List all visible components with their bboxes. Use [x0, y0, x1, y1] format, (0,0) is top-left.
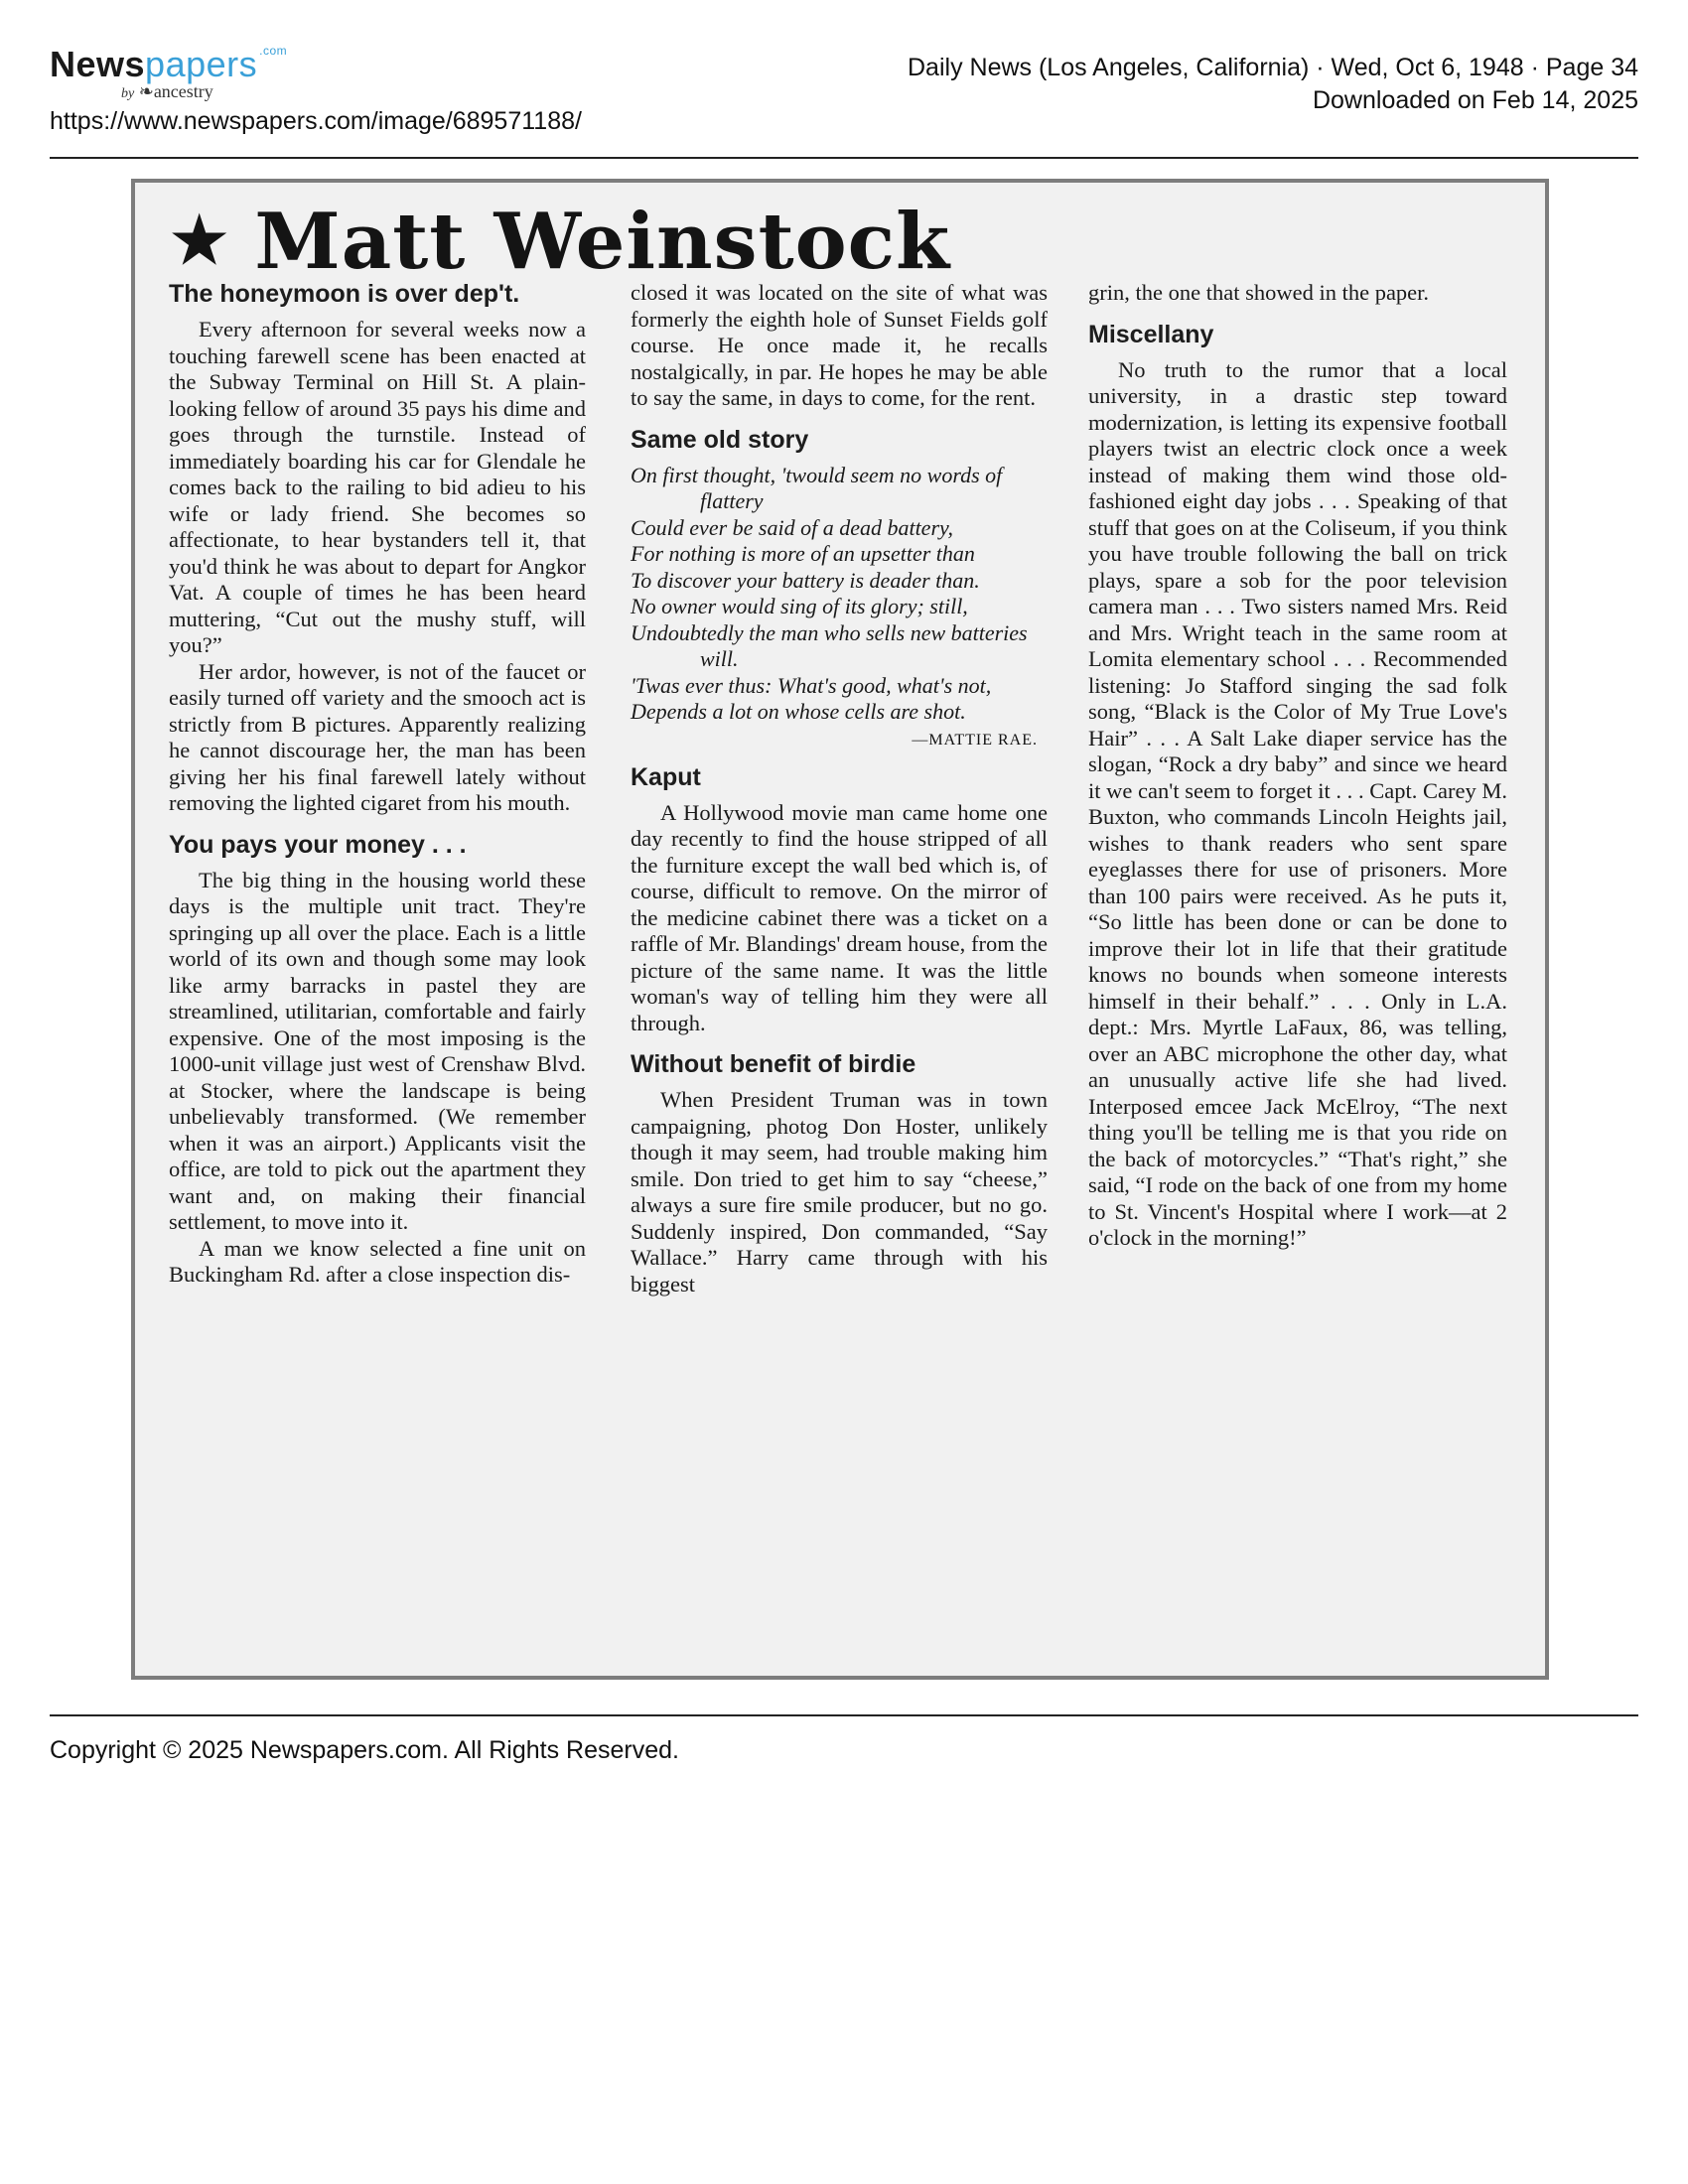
logo-wordmark: Newspapers $^{.com}$	[50, 44, 288, 84]
headline-text: Matt Weinstock	[254, 197, 951, 287]
paragraph: The big thing in the housing world these days is the multiple unit tract. They're springing up all over the place. Each is a little world of its own and though some may look like army barracks in pastel they are streamlined, utilitarian, comfortable and fairly expensive. One of the most imposing is the 1000-unit village just west of Crenshaw Blvd. at Stocker, where the landscape is being unbelievably transformed. (We remember when it was an airport.) Applicants visit the office, are told to pick out the apartment they want and, on making their financial settlement, to move into it.	[169, 867, 586, 1234]
ancestry-leaf-icon: ❧	[138, 81, 154, 101]
paragraph: A man we know selected a fine unit on Buckingham Rd. after a close inspection dis-	[169, 1235, 586, 1287]
subhead-without-benefit: Without benefit of birdie	[631, 1050, 916, 1078]
column-2	[631, 280, 1048, 1297]
paragraph: closed it was located on the site of what was formerly the eighth hole of Sunset Fields golf course. He once made it, he recalls nostalgically, in par. He hopes he may be able to say the same, in days to come, for the rent.	[631, 280, 1048, 410]
source-url[interactable]: https://www.newspapers.com/image/689571188/	[50, 107, 582, 135]
newspapers-logo[interactable]	[50, 44, 287, 102]
poem-line: On first thought, 'twould seem no words of flattery	[631, 462, 1003, 513]
column-headline	[171, 197, 950, 287]
download-date: Downloaded on Feb 14, 2025	[1312, 86, 1638, 114]
poem	[631, 463, 1048, 750]
paragraph: No truth to the rumor that a local university, in a drastic step toward modernization, is letting its expensive football players twist an electric clock once a week instead of making them wind those old-fashioned eight day jobs . . . Speaking of that stuff that goes on at the Coliseum, if you think you have trouble following the ball on trick plays, spare a sob for the poor television camera man . . . Two sisters named Mrs. Reid and Mrs. Wright teach in the same room at Lomita elementary school . . . Recommended listening: Jo Stafford singing the sad folk song, “Black is the Color of My True Love's Hair” . . . A Salt Lake diaper service has the slogan, “Rock a dry baby” and since we heard it we can't seem to forget it . . . Capt. Carey M. Buxton, who commands Lincoln Heights jail, wishes to thank readers who sent spare eyeglasses there for use of prisoners. More than 100 pairs were received. As he puts it, “So little has been done or can be done to improve their lot in life that their gratitude knows no bounds when someone interests himself in their behalf.” . . . Only in L.A. dept.: Mrs. Myrtle LaFaux, 86, was telling, over an ABC microphone the other day, what an unusually active life she had lived. Interposed emcee Jack McElroy, “The next thing you'll be telling me is that you ride on the back of motorcycles.” “That's right,” she said, “I rode on the back of one from my home to St. Vincent's Hospital where I work—at 2 o'clock in the morning!”	[1088, 356, 1507, 1250]
copyright-notice: Copyright © 2025 Newspapers.com. All Rights Reserved.	[50, 1736, 679, 1764]
poem-signature: —MATTIE RAE.	[912, 731, 1038, 749]
poem-line: For nothing is more of an upsetter than	[631, 541, 975, 566]
subhead-miscellany: Miscellany	[1088, 320, 1214, 348]
poem-line: 'Twas ever thus: What's good, what's not,	[631, 672, 992, 698]
footer-divider	[50, 1714, 1638, 1716]
paragraph: Every afternoon for several weeks now a touching farewell scene has been enacted at the Subway Terminal on Hill St. A plain-looking fellow of around 35 pays his dime and goes through the turnstile. Instead of immediately boarding his car for Glendale he comes back to the railing to bid adieu to his wife or lady friend. She becomes so affectionate, to hear bystanders tell it, that you'd think he was about to depart for Angkor Vat. A couple of times he has been heard muttering, “Cut out the mushy stuff, will you?”	[169, 317, 586, 657]
subhead-kaput: Kaput	[631, 762, 701, 791]
column-3	[1088, 280, 1507, 1252]
paragraph: grin, the one that showed in the paper.	[1088, 280, 1430, 305]
newspaper-clipping	[131, 179, 1549, 1680]
subhead-you-pays: You pays your money . . .	[169, 830, 467, 859]
poem-line: No owner would sing of its glory; still,	[631, 594, 968, 618]
publication-info	[908, 52, 1638, 117]
paragraph: A Hollywood movie man came home one day recently to find the house stripped of all the furniture except the wall bed which is, of course, difficult to remove. On the mirror of the medicine cabinet there was a ticket on a raffle of Mr. Blandings' dream house, from the picture of the same name. It was the little woman's way of telling him they were all through.	[631, 799, 1048, 1035]
paragraph: Her ardor, however, is not of the faucet or easily turned off variety and the smooch act is strictly from B pictures. Apparently realizing he cannot discourage her, the man has been giving her his final farewell lately without removing the lighted cigaret from his mouth.	[169, 658, 586, 815]
publication-line: Daily News (Los Angeles, California) · Wed, Oct 6, 1948 · Page 34	[908, 54, 1638, 81]
subhead-honeymoon: The honeymoon is over dep't.	[169, 280, 520, 308]
header-divider	[50, 157, 1638, 159]
star-icon: ★	[171, 204, 229, 278]
poem-line: Undoubtedly the man who sells new batteries will.	[631, 619, 1028, 671]
poem-line: To discover your battery is deader than.	[631, 567, 980, 593]
logo-byline: by ❧ancestry	[121, 81, 213, 101]
subhead-same-old-story: Same old story	[631, 425, 809, 454]
poem-line: Could ever be said of a dead battery,	[631, 514, 954, 540]
column-1	[169, 280, 586, 1289]
poem-line: Depends a lot on whose cells are shot.	[631, 699, 966, 724]
paragraph: When President Truman was in town campaigning, photog Don Hoster, unlikely though it may seem, had trouble making him smile. Don tried to get him to say “cheese,” always a sure fire smile producer, but no go. Suddenly inspired, Don commanded, “Say Wallace.” Harry came through with his biggest	[631, 1087, 1048, 1297]
